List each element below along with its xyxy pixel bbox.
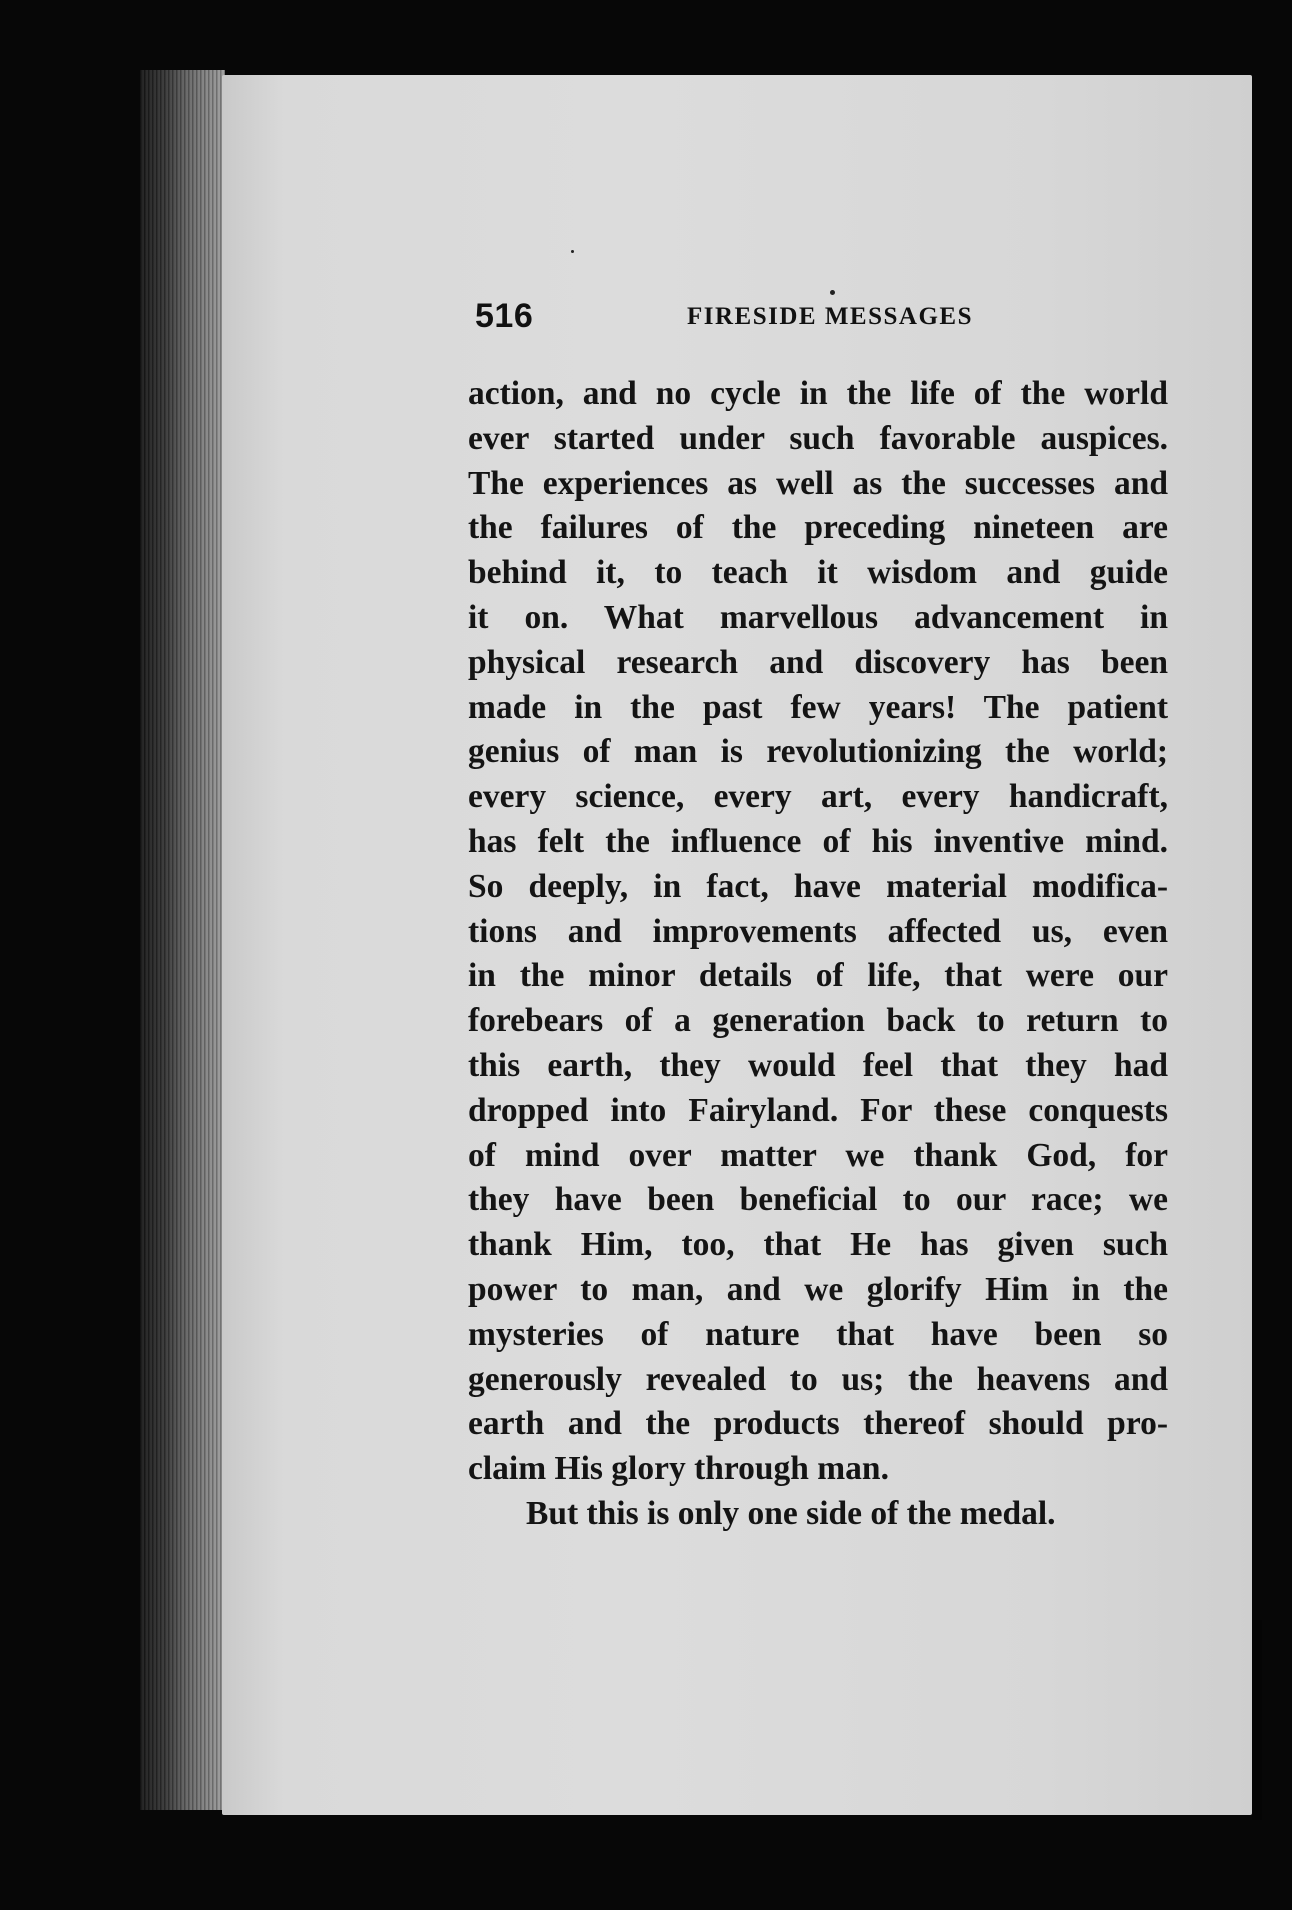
body-text	[468, 372, 1168, 1537]
page-edge-stack	[140, 70, 225, 1810]
text-line: every science, every art, every handicraft,	[468, 778, 1168, 816]
text-line: physical research and discovery has been	[468, 643, 1168, 681]
binding-shadow	[1252, 1620, 1262, 1820]
scan-speck	[830, 290, 835, 295]
text-line: So deeply, in fact, have material modifica-	[468, 867, 1168, 905]
text-line: tions and improvements affected us, even	[468, 912, 1168, 950]
text-line: forebears of a generation back to return to	[468, 1002, 1168, 1040]
text-line: made in the past few years! The patient	[468, 688, 1168, 726]
text-line: ever started under such favorable auspices.	[468, 419, 1168, 457]
text-line: genius of man is revolutionizing the world;	[468, 733, 1168, 771]
running-head: FIRESIDE MESSAGES	[687, 303, 973, 330]
text-line: action, and no cycle in the life of the world	[468, 375, 1168, 412]
page-number: 516	[475, 297, 534, 335]
text-line: has felt the influence of his inventive mind.	[468, 822, 1168, 860]
text-line: earth and the products thereof should pro-	[468, 1405, 1168, 1443]
text-line: the failures of the preceding nineteen are	[468, 509, 1168, 547]
paragraph-start-line: But this is only one side of the medal.	[526, 1494, 1056, 1532]
text-line: power to man, and we glorify Him in the	[468, 1270, 1168, 1308]
text-line: they have been beneficial to our race; we	[468, 1181, 1168, 1219]
text-line: it on. What marvellous advancement in	[468, 598, 1168, 636]
text-line: The experiences as well as the successes and	[468, 464, 1168, 502]
text-line: of mind over matter we thank God, for	[468, 1136, 1168, 1174]
scan-speck	[571, 250, 574, 253]
text-line: dropped into Fairyland. For these conquests	[468, 1091, 1168, 1129]
text-line: generously revealed to us; the heavens and	[468, 1360, 1168, 1398]
text-line: in the minor details of life, that were our	[468, 957, 1168, 995]
text-line: mysteries of nature that have been so	[468, 1315, 1168, 1353]
text-line: thank Him, too, that He has given such	[468, 1226, 1168, 1264]
page-header	[475, 297, 1175, 347]
text-line: this earth, they would feel that they had	[468, 1046, 1168, 1084]
text-line: behind it, to teach it wisdom and guide	[468, 554, 1168, 592]
text-line: claim His glory through man.	[468, 1450, 889, 1488]
